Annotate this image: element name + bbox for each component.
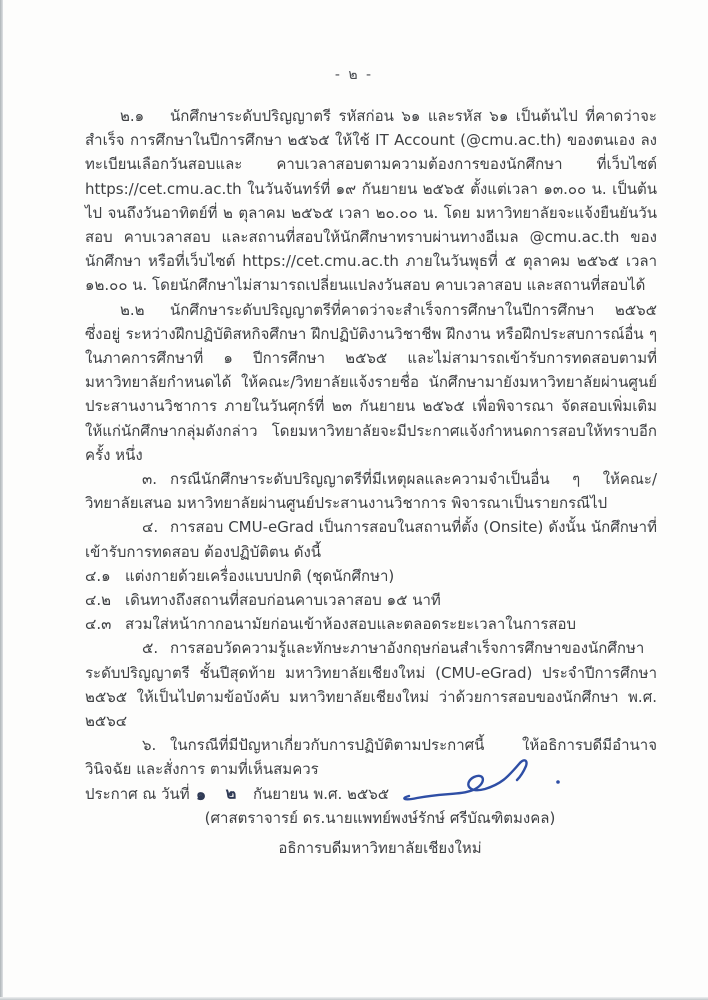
handwritten-day: ๑ ๒ (195, 782, 244, 804)
signatory-name: (ศาสตราจารย์ ดร.นายแพทย์พงษ์รักษ์ ศรีบัณฑิตมงคล) (204, 809, 556, 827)
signature-scribble-icon (395, 752, 585, 808)
clause-number: ๓. (142, 470, 158, 489)
clause-number: ๒.๑ (120, 107, 145, 125)
clause-text: การสอบวัดความรู้และทักษะภาษาอังกฤษก่อนสำเร็จการศึกษาของนักศึกษาระดับปริญญาตรี ชั้นปีสุดท้าย มหาวิทยาลัยเชียงใหม่ (CMU-eGrad) ประจำปีการศึกษา ๒๕๖๕ ให้เป็นไปตามข้อบังคับ มหาวิทยาลัยเชียงใหม่ ว่าด้วยการสอบของนักศึกษา พ.ศ. ๒๕๖๔ (85, 639, 657, 731)
clause-text: นักศึกษาระดับปริญญาตรี รหัสก่อน ๖๑ และรหัส ๖๑ เป็นต้นไป ที่คาดว่าจะสำเร็จ การศึกษาในปีการศึกษา ๒๕๖๕ ให้ใช้ IT Account (@cmu.ac.th) ของตนเอง ลงทะเบียนเลือกวันสอบและ คาบเวลาสอบตามความต้องการของนักศึกษา ที่เว็บไซต์ https://cet.cmu.ac.th ในวันจันทร์ที่ ๑๙ กันยายน ๒๕๖๕ ตั้งแต่เวลา ๑๓.๐๐ น. เป็นต้นไป จนถึงวันอาทิตย์ที่ ๒ ตุลาคม ๒๕๖๕ เวลา ๒๐.๐๐ น. โดย มหาวิทยาลัยจะแจ้งยืนยันวันสอบ คาบเวลาสอบ และสถานที่สอบให้นักศึกษาทราบผ่านทางอีเมล @cmu.ac.th ของนักศึกษา หรือที่เว็บไซต์ https://cet.cmu.ac.th ภายในวันพุธที่ ๕ ตุลาคม ๒๕๖๕ เวลา ๑๒.๐๐ น. โดยนักศึกษาไม่สามารถเปลี่ยนแปลงวันสอบ คาบเวลาสอบ และสถานที่สอบได้ (85, 107, 657, 295)
paragraph-5 (85, 636, 657, 733)
clause-text: ในกรณีที่มีปัญหาเกี่ยวกับการปฏิบัติตามประกาศนี้ ให้อธิการบดีมีอำนาจวินิจฉัย และสั่งการ ตามที่เห็นสมควร (85, 736, 657, 779)
date-prefix: ประกาศ ณ วันที่ (85, 784, 190, 803)
signatory-title: อธิการบดีมหาวิทยาลัยเชียงใหม่ (278, 839, 482, 857)
clause-text: เดินทางถึงสถานที่สอบก่อนคาบเวลาสอบ ๑๕ นาที (125, 591, 441, 610)
clause-number: ๔. (142, 518, 159, 537)
clause-number: ๖. (142, 736, 157, 755)
document-body (85, 104, 657, 806)
paragraph-2-1 (85, 104, 657, 298)
clause-text: แต่งกายด้วยเครื่องแบบปกติ (ชุดนักศึกษา) (125, 566, 395, 585)
clause-number: ๔.๓ (85, 615, 112, 634)
clause-number: ๕. (142, 639, 159, 658)
clause-text: การสอบ CMU-eGrad เป็นการสอบในสถานที่ตั้ง (Onsite) ดังนั้น นักศึกษาที่เข้ารับการทดสอบ ต้องปฏิบัติตน ดังนี้ (85, 518, 657, 561)
subitem-4-2 (85, 588, 657, 612)
paragraph-3 (85, 467, 657, 515)
clause-text: สวมใส่หน้ากากอนามัยก่อนเข้าห้องสอบและตลอดระยะเวลาในการสอบ (125, 615, 577, 634)
subitem-4-3 (85, 612, 657, 636)
clause-text: นักศึกษาระดับปริญญาตรีที่คาดว่าจะสำเร็จการศึกษาในปีการศึกษา ๒๕๖๕ ซึ่งอยู่ ระหว่างฝึกปฏิบัติสหกิจศึกษา ฝึกปฏิบัติงานวิชาชีพ ฝึกงาน หรือฝึกประสบการณ์อื่น ๆ ในภาคการศึกษาที่ ๑ ปีการศึกษา ๒๕๖๕ และไม่สามารถเข้ารับการทดสอบตามที่มหาวิทยาลัยกำหนดได้ ให้คณะ/วิทยาลัยแจ้งรายชื่อ นักศึกษามายังมหาวิทยาลัยผ่านศูนย์ประสานงานวิชาการ ภายในวันศุกร์ที่ ๒๓ กันยายน ๒๕๖๕ เพื่อพิจารณา จัดสอบเพิ่มเติมให้แก่นักศึกษากลุ่มดังกล่าว โดยมหาวิทยาลัยจะมีประกาศแจ้งกำหนดการสอบให้ทราบอีกครั้ง หนึ่ง (85, 300, 657, 464)
clause-text: กรณีนักศึกษาระดับปริญญาตรีที่มีเหตุผลและความจำเป็นอื่น ๆ ให้คณะ/วิทยาลัยเสนอ มหาวิทยาลัยผ่านศูนย์ประสานงานวิชาการ พิจารณาเป็นรายกรณีไป (85, 470, 657, 513)
paragraph-4 (85, 515, 657, 563)
subitem-4-1 (85, 564, 657, 588)
clause-number: ๒.๒ (120, 300, 145, 319)
clause-number: ๔.๑ (85, 566, 111, 585)
page-number: - ๒ - (334, 67, 374, 83)
clause-number: ๔.๒ (85, 591, 112, 610)
paragraph-2-2 (85, 298, 657, 467)
date-suffix: กันยายน พ.ศ. ๒๕๖๕ (252, 784, 390, 803)
scan-left-edge (0, 0, 3, 1000)
